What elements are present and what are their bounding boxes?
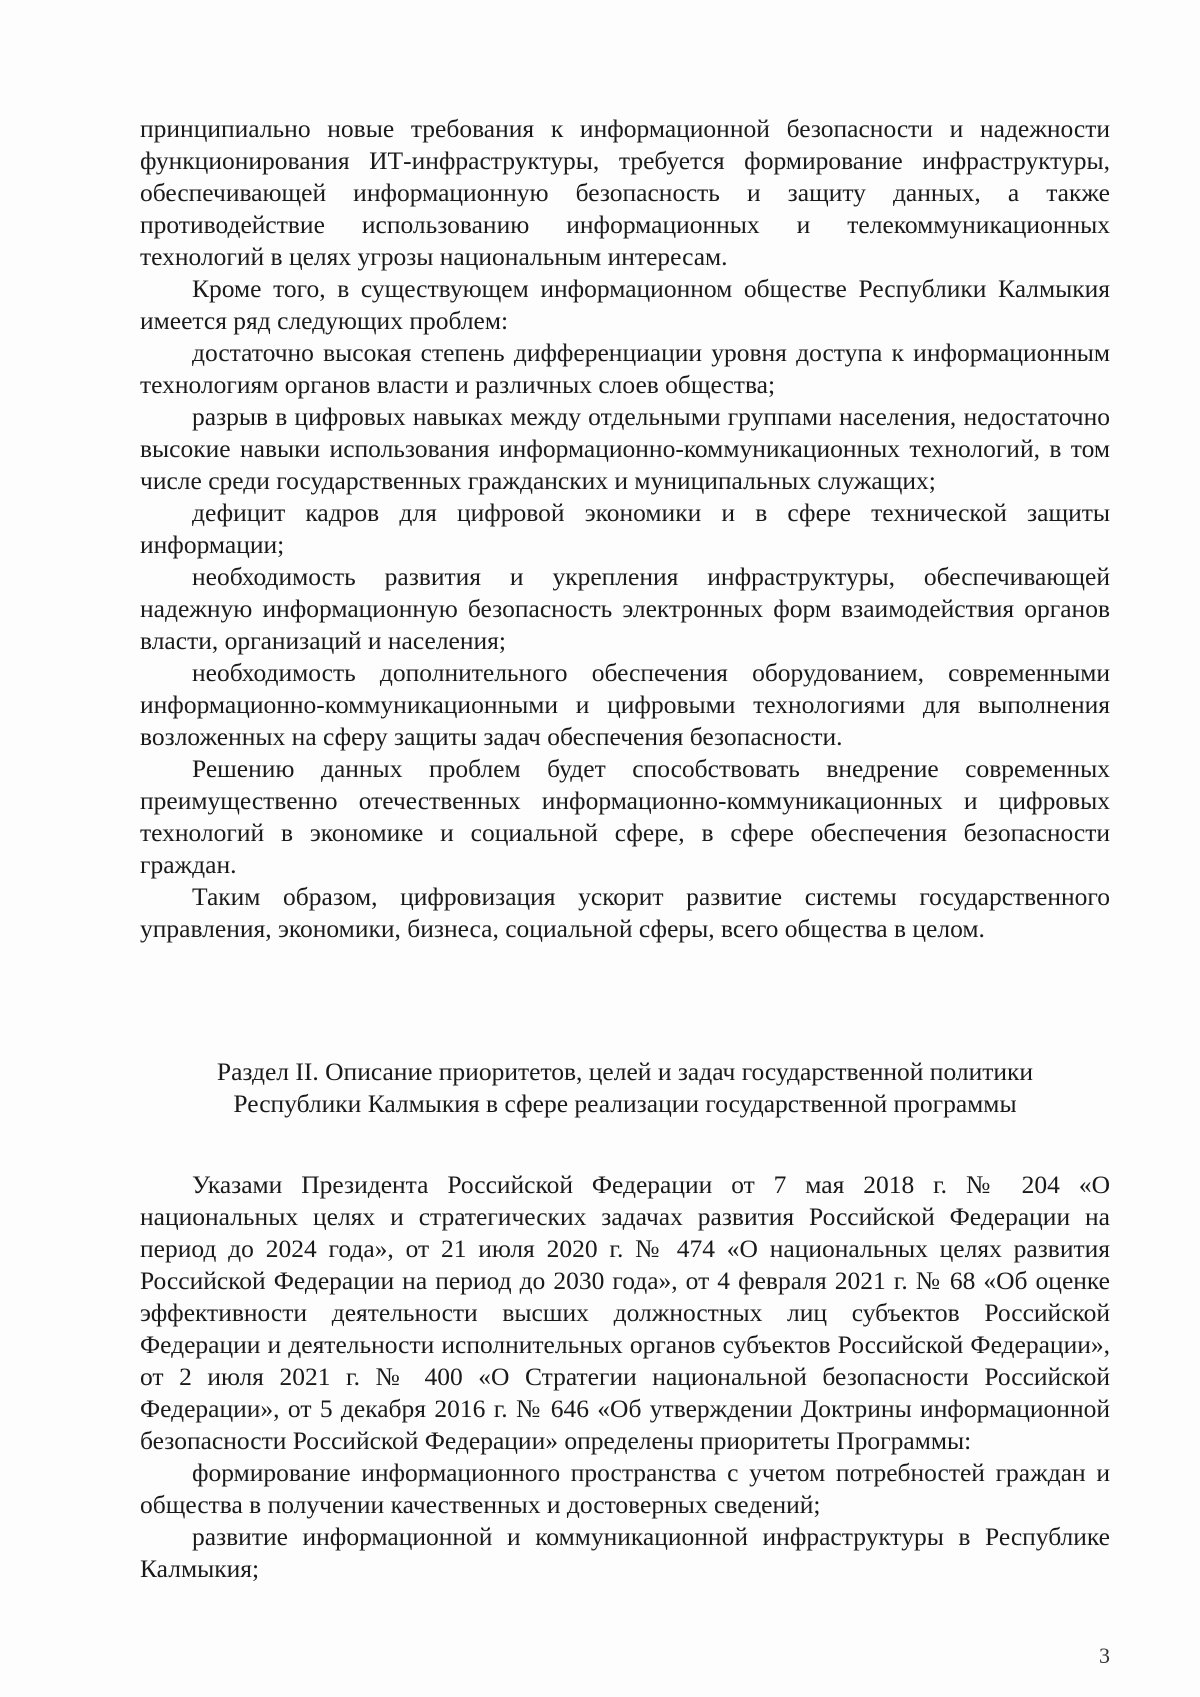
paragraph: Таким образом, цифровизация ускорит развитие системы государственного управления, экономики, бизнеса, социальной сферы, всего общества в целом.	[140, 882, 1110, 943]
list-item: формирование информационного пространства с учетом потребностей граждан и общества в получении качественных и достоверных сведений;	[140, 1458, 1110, 1519]
page-number: 3	[1099, 1643, 1110, 1668]
list-item: дефицит кадров для цифровой экономики и в сфере технической защиты информации;	[140, 498, 1110, 559]
section-heading-line: Республики Калмыкия в сфере реализации государственной программы	[233, 1089, 1017, 1118]
body-text-bottom	[140, 1169, 1110, 1585]
list-item: развитие информационной и коммуникационной инфраструктуры в Республике Калмыкия;	[140, 1522, 1110, 1583]
list-item: необходимость развития и укрепления инфраструктуры, обеспечивающей надежную информационную безопасность электронных форм взаимодействия органов власти, организаций и населения;	[140, 562, 1110, 655]
paragraph: Решению данных проблем будет способствовать внедрение современных преимущественно отечественных информационно-коммуникационных и цифровых технологий в экономике и социальной сфере, в сфере обеспечения безопасности граждан.	[140, 754, 1110, 879]
paragraph: Указами Президента Российской Федерации от 7 мая 2018 г. № 204 «О национальных целях и стратегических задачах развития Российской Федерации на период до 2024 года», от 21 июля 2020 г. № 474 «О национальных целях развития Российской Федерации на период до 2030 года», от 4 февраля 2021 г. № 68 «Об оценке эффективности деятельности высших должностных лиц субъектов Российской Федерации и деятельности исполнительных органов субъектов Российской Федерации», от 2 июля 2021 г. № 400 «О Стратегии национальной безопасности Российской Федерации», от 5 декабря 2016 г. № 646 «Об утверждении Доктрины информационной безопасности Российской Федерации» определены приоритеты Программы:	[140, 1170, 1110, 1455]
list-item: разрыв в цифровых навыках между отдельными группами населения, недостаточно высокие навыки использования информационно-коммуникационных технологий, в том числе среди государственных гражданских и муниципальных служащих;	[140, 402, 1110, 495]
paragraph: принципиально новые требования к информационной безопасности и надежности функционирования ИТ-инфраструктуры, требуется формирование инфраструктуры, обеспечивающей информационную безопасность и защиту данных, а также противодействие использованию информационных и телекоммуникационных технологий в целях угрозы национальным интересам.	[140, 114, 1110, 271]
paragraph: Кроме того, в существующем информационном обществе Республики Калмыкия имеется ряд следующих проблем:	[140, 274, 1110, 335]
section-heading-line: Раздел II. Описание приоритетов, целей и задач государственной политики	[216, 1057, 1034, 1086]
body-text-top	[140, 113, 1110, 945]
list-item: достаточно высокая степень дифференциации уровня доступа к информационным технологиям органов власти и различных слоев общества;	[140, 338, 1110, 399]
list-item: необходимость дополнительного обеспечения оборудованием, современными информационно-коммуникационными и цифровыми технологиями для выполнения возложенных на сферу защиты задач обеспечения безопасности.	[140, 658, 1110, 751]
section-heading	[140, 1056, 1110, 1120]
